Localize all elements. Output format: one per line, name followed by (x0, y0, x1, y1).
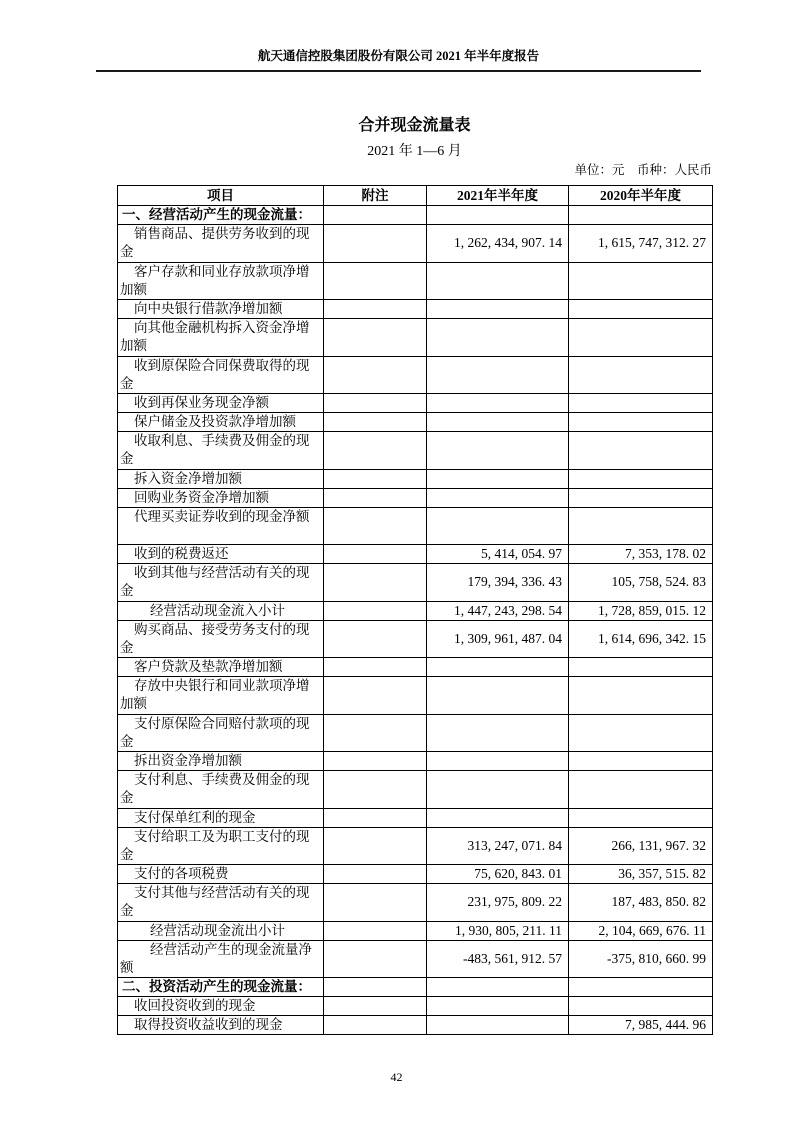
table-row (118, 488, 713, 507)
unit-currency-line: 单位：元 币种：人民币 (574, 163, 712, 177)
table-row (118, 921, 713, 940)
table-row (118, 1016, 713, 1035)
note-cell (324, 1016, 427, 1035)
note-cell (324, 469, 427, 488)
item-cell: 收到其他与经营活动有关的现金 (118, 564, 324, 602)
note-cell (324, 225, 427, 263)
value-2020-cell (569, 997, 713, 1016)
value-2021-cell (427, 356, 569, 394)
value-2020-cell (569, 714, 713, 752)
value-2020-cell: 1, 614, 696, 342. 15 (569, 620, 713, 658)
item-cell: 拆出资金净增加额 (118, 752, 324, 771)
value-2020-cell (569, 356, 713, 394)
item-cell: 经营活动现金流出小计 (118, 921, 324, 940)
value-2021-cell (427, 752, 569, 771)
column-header-2020-half-year: 2020年半年度 (569, 186, 713, 206)
note-cell (324, 262, 427, 300)
value-2021-cell (427, 488, 569, 507)
item-cell: 收回投资收到的现金 (118, 997, 324, 1016)
value-2020-cell: 36, 357, 515. 82 (569, 865, 713, 884)
note-cell (324, 771, 427, 809)
table-row (118, 394, 713, 413)
item-cell: 经营活动产生的现金流量净额 (118, 940, 324, 978)
value-2021-cell: 5, 414, 054. 97 (427, 545, 569, 564)
item-cell: 向中央银行借款净增加额 (118, 300, 324, 319)
value-2020-cell (569, 808, 713, 827)
value-2021-cell: 1, 262, 434, 907. 14 (427, 225, 569, 263)
statement-title: 合并现金流量表 (358, 117, 471, 134)
value-2020-cell (569, 677, 713, 715)
table-row (118, 827, 713, 865)
column-header-2021-half-year: 2021年半年度 (427, 186, 569, 206)
item-cell: 回购业务资金净增加额 (118, 488, 324, 507)
value-2020-cell (569, 658, 713, 677)
value-2020-cell (569, 300, 713, 319)
note-cell (324, 658, 427, 677)
item-cell: 收到再保业务现金净额 (118, 394, 324, 413)
value-2021-cell (427, 469, 569, 488)
value-2021-cell (427, 714, 569, 752)
note-cell (324, 620, 427, 658)
note-cell (324, 206, 427, 225)
table-row (118, 225, 713, 263)
table-row (118, 564, 713, 602)
table-header-row (118, 186, 713, 206)
value-2020-cell (569, 319, 713, 357)
item-cell: 支付保单红利的现金 (118, 808, 324, 827)
value-2021-cell: -483, 561, 912. 57 (427, 940, 569, 978)
value-2021-cell: 179, 394, 336. 43 (427, 564, 569, 602)
table-row (118, 714, 713, 752)
table-row (118, 300, 713, 319)
value-2021-cell: 313, 247, 071. 84 (427, 827, 569, 865)
item-cell: 取得投资收益收到的现金 (118, 1016, 324, 1035)
item-cell: 代理买卖证券收到的现金净额 (118, 507, 324, 545)
item-cell: 一、经营活动产生的现金流量： (118, 206, 324, 225)
value-2021-cell (427, 771, 569, 809)
value-2020-cell: 266, 131, 967. 32 (569, 827, 713, 865)
value-2021-cell (427, 808, 569, 827)
value-2021-cell (427, 413, 569, 432)
table-row (118, 658, 713, 677)
value-2020-cell: -375, 810, 660. 99 (569, 940, 713, 978)
value-2021-cell: 1, 930, 805, 211. 11 (427, 921, 569, 940)
value-2021-cell: 1, 447, 243, 298. 54 (427, 601, 569, 620)
item-cell: 销售商品、提供劳务收到的现金 (118, 225, 324, 263)
cash-flow-table-body (118, 206, 713, 1035)
value-2021-cell (427, 206, 569, 225)
table-row (118, 752, 713, 771)
value-2020-cell (569, 262, 713, 300)
table-row (118, 319, 713, 357)
item-cell: 收取利息、手续费及佣金的现金 (118, 432, 324, 470)
value-2020-cell: 7, 353, 178. 02 (569, 545, 713, 564)
note-cell (324, 978, 427, 997)
note-cell (324, 921, 427, 940)
note-cell (324, 865, 427, 884)
table-row (118, 206, 713, 225)
value-2020-cell (569, 469, 713, 488)
item-cell: 收到原保险合同保费取得的现金 (118, 356, 324, 394)
note-cell (324, 356, 427, 394)
table-row (118, 469, 713, 488)
value-2020-cell: 105, 758, 524. 83 (569, 564, 713, 602)
note-cell (324, 808, 427, 827)
table-row (118, 978, 713, 997)
table-row (118, 997, 713, 1016)
page-number: 42 (390, 1070, 403, 1084)
note-cell (324, 677, 427, 715)
value-2021-cell: 1, 309, 961, 487. 04 (427, 620, 569, 658)
note-cell (324, 884, 427, 922)
item-cell: 二、投资活动产生的现金流量： (118, 978, 324, 997)
item-cell: 存放中央银行和同业款项净增加额 (118, 677, 324, 715)
note-cell (324, 827, 427, 865)
value-2020-cell: 1, 728, 859, 015. 12 (569, 601, 713, 620)
value-2021-cell (427, 394, 569, 413)
value-2021-cell (427, 677, 569, 715)
value-2020-cell: 187, 483, 850. 82 (569, 884, 713, 922)
value-2020-cell (569, 978, 713, 997)
column-header-item: 项目 (118, 186, 324, 206)
item-cell: 支付其他与经营活动有关的现金 (118, 884, 324, 922)
note-cell (324, 564, 427, 602)
note-cell (324, 714, 427, 752)
value-2021-cell (427, 658, 569, 677)
report-header-title: 航天通信控股集团股份有限公司 2021 年半年度报告 (257, 49, 540, 63)
table-row (118, 356, 713, 394)
note-cell (324, 940, 427, 978)
table-row (118, 771, 713, 809)
value-2021-cell (427, 300, 569, 319)
table-row (118, 677, 713, 715)
value-2021-cell (427, 319, 569, 357)
value-2020-cell (569, 413, 713, 432)
note-cell (324, 394, 427, 413)
table-row (118, 413, 713, 432)
item-cell: 向其他金融机构拆入资金净增加额 (118, 319, 324, 357)
item-cell: 拆入资金净增加额 (118, 469, 324, 488)
table-row (118, 601, 713, 620)
table-row (118, 940, 713, 978)
value-2020-cell (569, 752, 713, 771)
item-cell: 收到的税费返还 (118, 545, 324, 564)
note-cell (324, 300, 427, 319)
value-2020-cell: 2, 104, 669, 676. 11 (569, 921, 713, 940)
report-header (96, 48, 701, 72)
note-cell (324, 545, 427, 564)
table-row (118, 808, 713, 827)
table-row (118, 884, 713, 922)
table-row (118, 545, 713, 564)
item-cell: 支付的各项税费 (118, 865, 324, 884)
value-2021-cell: 75, 620, 843. 01 (427, 865, 569, 884)
value-2020-cell (569, 394, 713, 413)
note-cell (324, 752, 427, 771)
value-2020-cell (569, 206, 713, 225)
cash-flow-table (117, 185, 713, 1035)
value-2020-cell (569, 432, 713, 470)
value-2020-cell (569, 488, 713, 507)
note-cell (324, 432, 427, 470)
note-cell (324, 507, 427, 545)
item-cell: 经营活动现金流入小计 (118, 601, 324, 620)
note-cell (324, 488, 427, 507)
table-row (118, 507, 713, 545)
statement-period: 2021 年 1—6 月 (367, 144, 462, 159)
table-row (118, 865, 713, 884)
note-cell (324, 319, 427, 357)
value-2020-cell (569, 507, 713, 545)
value-2020-cell (569, 771, 713, 809)
value-2021-cell (427, 1016, 569, 1035)
value-2020-cell: 7, 985, 444. 96 (569, 1016, 713, 1035)
item-cell: 客户贷款及垫款净增加额 (118, 658, 324, 677)
value-2020-cell: 1, 615, 747, 312. 27 (569, 225, 713, 263)
note-cell (324, 997, 427, 1016)
value-2021-cell (427, 507, 569, 545)
value-2021-cell (427, 262, 569, 300)
value-2021-cell (427, 432, 569, 470)
item-cell: 支付利息、手续费及佣金的现金 (118, 771, 324, 809)
item-cell: 购买商品、接受劳务支付的现金 (118, 620, 324, 658)
value-2021-cell (427, 978, 569, 997)
item-cell: 支付原保险合同赔付款项的现金 (118, 714, 324, 752)
note-cell (324, 413, 427, 432)
item-cell: 客户存款和同业存放款项净增加额 (118, 262, 324, 300)
table-row (118, 620, 713, 658)
item-cell: 支付给职工及为职工支付的现金 (118, 827, 324, 865)
note-cell (324, 601, 427, 620)
column-header-note: 附注 (324, 186, 427, 206)
table-row (118, 262, 713, 300)
item-cell: 保户储金及投资款净增加额 (118, 413, 324, 432)
table-row (118, 432, 713, 470)
value-2021-cell: 231, 975, 809. 22 (427, 884, 569, 922)
value-2021-cell (427, 997, 569, 1016)
